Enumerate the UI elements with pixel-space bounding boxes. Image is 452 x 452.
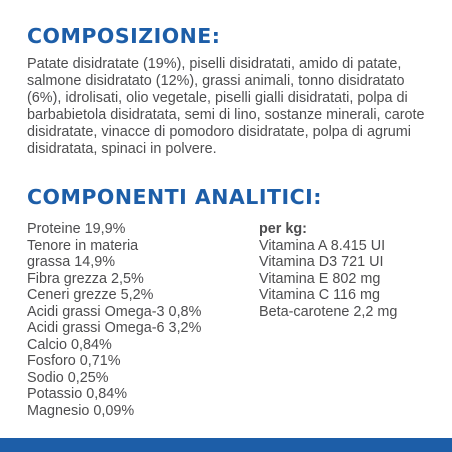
analytics-item: Tenore in materia [27,237,139,254]
vitamin-item: Beta-carotene 2,2 mg [259,303,398,320]
vitamins-list [259,221,397,320]
analytics-item: Acidi grassi Omega-6 3,2% [27,320,202,336]
analytics-item: Magnesio 0,09% [27,402,135,419]
analytics-item: grassa 14,9% [27,254,115,270]
per-kg-heading: per kg: [259,221,307,237]
analytics-item: Acidi grassi Omega-3 0,8% [27,303,202,320]
footer-bar [0,438,452,452]
analytics-item: Ceneri grezze 5,2% [27,287,154,303]
analytics-item: Fosforo 0,71% [27,353,121,369]
analytics-item: Proteine 19,9% [27,221,126,237]
composition-text: Patate disidratate (19%), piselli disidratati, amido di patate, salmone disidratato (12%), grassi animali, tonno disidratato (6%), idrolisati, olio vegetale, piselli gialli disidratati, polpa di barbabietola disidratata, semi di lino, sostanze minerali, carote disidratate, vinacce di pomodoro disidratate, polpa di agrumi disidratata, spinaci in polvere. [27,56,425,157]
vitamin-item: Vitamina C 116 mg [259,287,381,303]
analytics-item: Fibra grezza 2,5% [27,270,144,287]
vitamin-item: Vitamina D3 721 UI [259,254,384,270]
vitamin-item: Vitamina A 8.415 UI [259,237,386,254]
analytics-left-list [27,221,201,419]
analytics-item: Sodio 0,25% [27,369,109,386]
analytics-heading: COMPONENTI ANALITICI: [27,185,322,209]
analytics-item: Calcio 0,84% [27,336,112,353]
analytics-item: Potassio 0,84% [27,386,127,402]
vitamin-item: Vitamina E 802 mg [259,270,381,287]
composition-heading: COMPOSIZIONE: [27,24,221,48]
